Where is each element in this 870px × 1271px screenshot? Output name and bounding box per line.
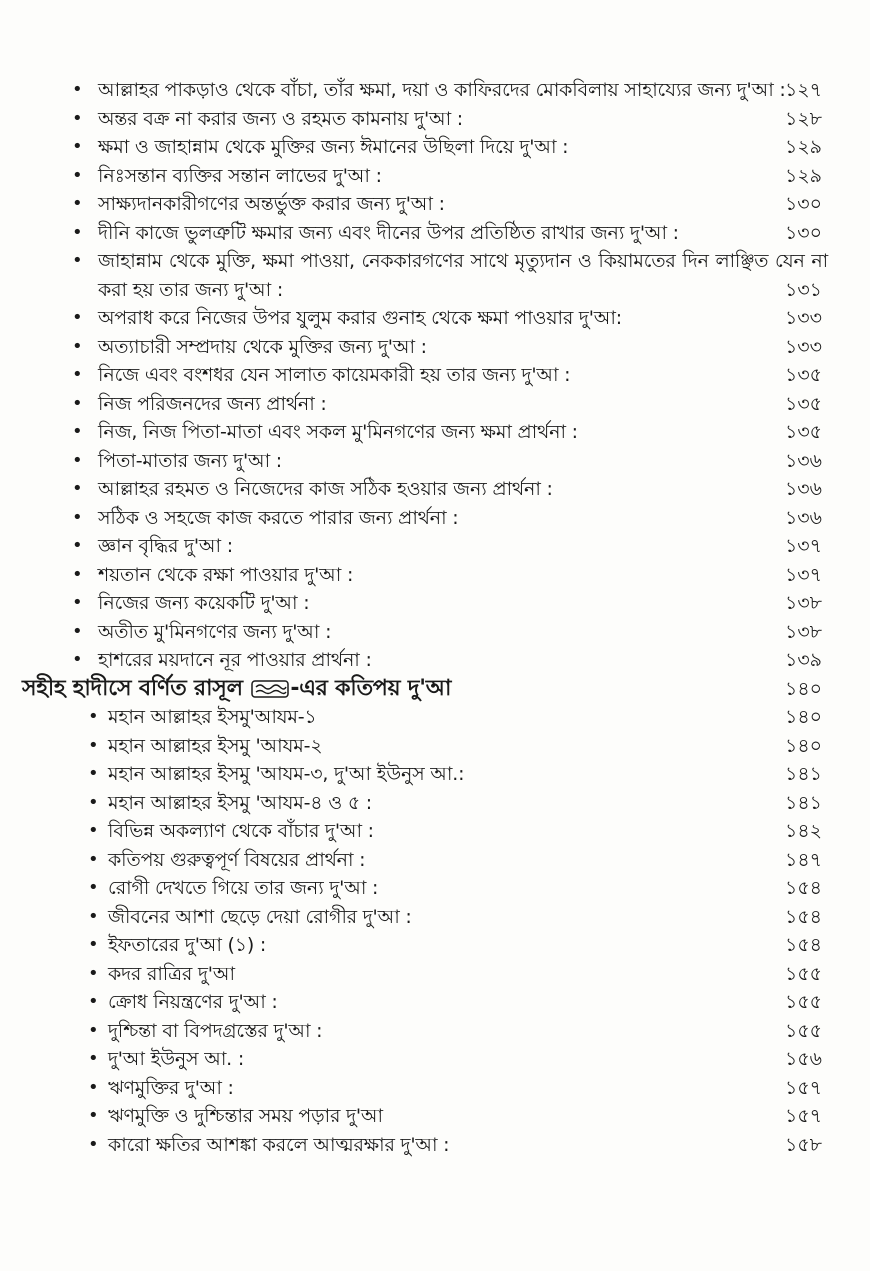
bullet-icon: • [88, 1076, 99, 1098]
toc-entry [0, 504, 870, 533]
toc-page-number: ১৩৬ [784, 506, 822, 529]
section-heading [0, 675, 870, 704]
toc-entry-title: নিজে এবং বংশধর যেন সালাত কায়েমকারী হয় তার জন্য দু'আ : [98, 364, 571, 386]
toc-entry-title: হাশরের ময়দানে নূর পাওয়ার প্রার্থনা : [98, 649, 372, 671]
bullet-icon: • [72, 649, 83, 670]
toc-entry-title: মহান আল্লাহর ইসমু 'আযম-২ [108, 734, 323, 757]
toc-page-number: ১৩১ [784, 278, 822, 301]
toc-page-number: ১৩৫ [784, 364, 822, 386]
toc-entry [0, 646, 870, 675]
toc-entry [0, 760, 870, 789]
bullet-icon: • [88, 1048, 99, 1069]
bullet-icon: • [88, 1019, 99, 1041]
bullet-icon: • [72, 449, 83, 471]
toc-entry-title: সাক্ষ্যদানকারীগণের অন্তর্ভুক্ত করার জন্য দু'আ : [98, 193, 445, 215]
bullet-icon: • [72, 164, 83, 186]
toc-page-number: ১৫৫ [785, 1019, 822, 1042]
toc-page-number: ১৩৩ [784, 307, 822, 329]
bullet-icon: • [88, 991, 99, 1012]
toc-page-number: ১৫৬ [784, 1048, 822, 1070]
toc-entry [0, 789, 870, 818]
toc-entry-title: রোগী দেখতে গিয়ে তার জন্য দু'আ : [108, 877, 379, 899]
toc-entry-title: অতীত মু'মিনগণের জন্য দু'আ : [98, 620, 332, 643]
toc-entry [0, 1045, 870, 1074]
toc-page-number: ১৫৪ [785, 934, 822, 956]
salawat-seal-icon [250, 678, 290, 700]
toc-entry-title: নিজের জন্য কয়েকটি দু'আ : [98, 592, 310, 614]
toc-entry-title: কদর রাত্রির দু'আ [108, 962, 235, 985]
toc-entry [0, 219, 870, 248]
toc-page-number: ১৩৯ [784, 649, 822, 671]
toc-entry [0, 903, 870, 932]
toc-entry-title: কতিপয় গুরুত্বপূর্ণ বিষয়ের প্রার্থনা : [108, 848, 366, 871]
toc-entry-title: পিতা-মাতার জন্য দু'আ : [98, 449, 282, 472]
toc-entry [0, 532, 870, 561]
toc-page-number: ১৪০ [784, 706, 822, 728]
toc-entry-title: নিজ, নিজ পিতা-মাতা এবং সকল মু'মিনগণের জন্য ক্ষমা প্রার্থনা : [98, 421, 578, 443]
toc-entry [0, 561, 870, 590]
table-of-contents [0, 76, 870, 1159]
toc-entry-title: ঋণমুক্তি ও দুশ্চিন্তার সময় পড়ার দু'আ [108, 1105, 383, 1127]
toc-entry-title: অপরাধ করে নিজের উপর যুলুম করার গুনাহ থেকে ক্ষমা পাওয়ার দু'আ: [98, 307, 622, 329]
bullet-icon: • [88, 791, 99, 813]
toc-page-number: ১২৮ [784, 107, 822, 130]
toc-entry [0, 333, 870, 362]
bullet-icon: • [72, 307, 83, 328]
toc-page-number: ১৩৮ [784, 592, 822, 614]
toc-entry [0, 418, 870, 447]
bullet-icon: • [72, 563, 83, 585]
toc-page-number: ১৫৫ [785, 991, 822, 1013]
toc-entry-title: মহান আল্লাহর ইসমু 'আযম-৩, দু'আ ইউনুস আ.: [108, 763, 465, 785]
toc-page-number: ১৩৭ [784, 563, 822, 586]
toc-entry [0, 988, 870, 1017]
bullet-icon: • [72, 392, 83, 414]
bullet-icon: • [72, 136, 83, 157]
bullet-icon: • [88, 848, 99, 870]
toc-page-number: ১৩০ [784, 221, 822, 244]
toc-entry [0, 703, 870, 732]
toc-page-number: ১৪৭ [784, 848, 822, 871]
toc-page-number: ১৪১ [785, 763, 822, 785]
toc-entry [0, 589, 870, 618]
bullet-icon: • [72, 478, 83, 499]
toc-entry-title: জীবনের আশা ছেড়ে দেয়া রোগীর দু'আ : [108, 905, 412, 928]
toc-entry-title: জাহান্নাম থেকে মুক্তি, ক্ষমা পাওয়া, নেককারগণের সাথে মৃত্যুদান ও কিয়ামতের দিন লাঞ্ছিত যেন না করা হয় তার জন্য দু'আ : [98, 250, 828, 301]
toc-entry [0, 390, 870, 419]
bullet-icon: • [88, 877, 99, 898]
toc-entry-title: মহান আল্লাহর ইসমু'আযম-১ [108, 706, 317, 728]
toc-entry [0, 162, 870, 191]
bullet-icon: • [88, 934, 99, 955]
toc-page-number: ১৩৩ [784, 335, 822, 358]
toc-page-number: ১২৭ [784, 79, 822, 101]
toc-page-number: ১৫৪ [785, 905, 822, 928]
bullet-icon: • [88, 763, 99, 784]
toc-page-number: ১৫৮ [785, 1133, 822, 1156]
toc-entry [0, 1074, 870, 1103]
toc-entry [0, 475, 870, 504]
toc-page-number: ১৩০ [784, 193, 822, 215]
toc-page-number: ১৩৭ [784, 535, 822, 557]
toc-entry-title: কারো ক্ষতির আশঙ্কা করলে আত্মরক্ষার দু'আ : [108, 1133, 450, 1156]
toc-page-number: ১৫৫ [785, 962, 822, 985]
toc-entry-title: জ্ঞান বৃদ্ধির দু'আ : [98, 535, 233, 557]
toc-entry-title: ক্রোধ নিয়ন্ত্রণের দু'আ : [108, 991, 278, 1013]
toc-entry [0, 817, 870, 846]
bullet-icon: • [88, 905, 99, 927]
toc-entry [0, 247, 870, 304]
bullet-icon: • [72, 620, 83, 642]
toc-entry-title: আল্লাহর পাকড়াও থেকে বাঁচা, তাঁর ক্ষমা, দয়া ও কাফিরদের মোকবিলায় সাহায্যের জন্য দু'আ : [98, 79, 786, 101]
toc-page-number: ১৪০ [784, 734, 822, 757]
bullet-icon: • [72, 335, 83, 357]
bullet-icon: • [72, 592, 83, 613]
toc-entry-title: শয়তান থেকে রক্ষা পাওয়ার দু'আ : [98, 563, 354, 586]
bullet-icon: • [72, 79, 83, 100]
toc-entry [0, 1131, 870, 1160]
toc-page-number: ১৩৮ [784, 620, 822, 643]
toc-entry-title: নিঃসন্তান ব্যক্তির সন্তান লাভের দু'আ : [98, 164, 382, 187]
toc-entry [0, 190, 870, 219]
toc-page-number: ১৫৭ [784, 1076, 822, 1099]
toc-page-number: ১৩৬ [784, 478, 822, 500]
bullet-icon: • [72, 421, 83, 442]
toc-page-number: ১২৯ [784, 164, 822, 187]
toc-page-number: ১৪০ [784, 677, 822, 700]
toc-entry [0, 105, 870, 134]
toc-entry [0, 846, 870, 875]
toc-entry [0, 618, 870, 647]
toc-page-number: ১২৯ [784, 136, 822, 158]
toc-entry [0, 732, 870, 761]
bullet-icon: • [72, 535, 83, 556]
toc-entry [0, 960, 870, 989]
toc-entry [0, 76, 870, 105]
toc-entry [0, 304, 870, 333]
toc-entry-title: আল্লাহর রহমত ও নিজেদের কাজ সঠিক হওয়ার জন্য প্রার্থনা : [98, 478, 553, 500]
toc-entry-title: মহান আল্লাহর ইসমু 'আযম-৪ ও ৫ : [108, 791, 373, 814]
toc-entry [0, 874, 870, 903]
toc-entry [0, 1017, 870, 1046]
bullet-icon: • [88, 962, 99, 984]
bullet-icon: • [88, 734, 99, 756]
bullet-icon: • [72, 221, 83, 243]
bullet-icon: • [88, 820, 99, 841]
section-heading-text: সহীহ হাদীসে বর্ণিত রাসূল [22, 675, 243, 701]
bullet-icon: • [72, 193, 83, 214]
bullet-icon: • [88, 706, 99, 727]
toc-page-number: ১৪১ [785, 791, 822, 814]
toc-entry [0, 1102, 870, 1131]
toc-entry-title: বিভিন্ন অকল্যাণ থেকে বাঁচার দু'আ : [108, 820, 374, 842]
toc-entry-title: অন্তর বক্র না করার জন্য ও রহমত কামনায় দু'আ : [98, 107, 464, 130]
toc-entry [0, 361, 870, 390]
toc-entry-title: অত্যাচারী সম্প্রদায় থেকে মুক্তির জন্য দু'আ : [98, 335, 427, 358]
bullet-icon: • [88, 1105, 99, 1126]
toc-entry-title: দু'আ ইউনুস আ. : [108, 1048, 245, 1070]
toc-page-number: ১৪২ [784, 820, 822, 842]
bullet-icon: • [72, 107, 83, 129]
toc-entry-title: ইফতারের দু'আ (১) : [108, 934, 267, 956]
bullet-icon: • [88, 1133, 99, 1155]
toc-entry [0, 447, 870, 476]
toc-entry-title: দুশ্চিন্তা বা বিপদগ্রস্তের দু'আ : [108, 1019, 323, 1042]
toc-page-number: ১৫৪ [785, 877, 822, 899]
toc-page-number: ১৩৬ [784, 449, 822, 472]
toc-entry [0, 133, 870, 162]
toc-entry-title: ক্ষমা ও জাহান্নাম থেকে মুক্তির জন্য ঈমানের উছিলা দিয়ে দু'আ : [98, 136, 569, 158]
section-heading-text-suffix: -এর কতিপয় দু'আ [290, 675, 452, 701]
toc-entry-title: নিজ পরিজনদের জন্য প্রার্থনা : [98, 392, 327, 415]
toc-entry-title: দীনি কাজে ভুলত্রুটি ক্ষমার জন্য এবং দীনের উপর প্রতিষ্ঠিত রাখার জন্য দু'আ : [98, 221, 679, 244]
toc-page-number: ১৩৫ [784, 392, 822, 415]
toc-entry [0, 931, 870, 960]
toc-entry-title: ঋণমুক্তির দু'আ : [108, 1076, 234, 1099]
toc-entry-title: সঠিক ও সহজে কাজ করতে পারার জন্য প্রার্থনা : [98, 506, 459, 529]
bullet-icon: • [72, 250, 83, 271]
bullet-icon: • [72, 506, 83, 528]
bullet-icon: • [72, 364, 83, 385]
toc-page-number: ১৫৭ [784, 1105, 822, 1127]
toc-page-number: ১৩৫ [784, 421, 822, 443]
